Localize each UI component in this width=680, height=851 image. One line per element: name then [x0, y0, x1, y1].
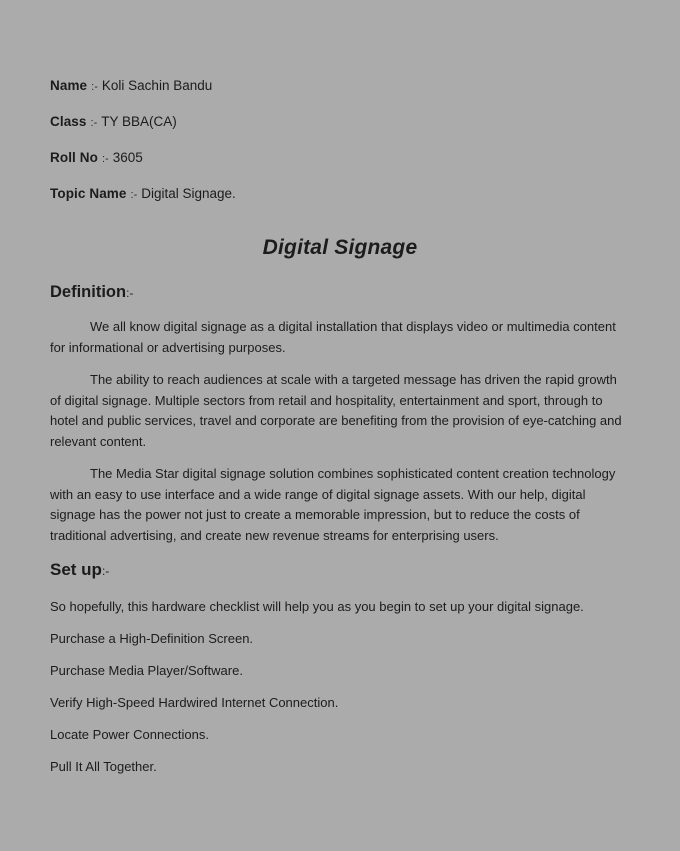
- setup-intro-line: So hopefully, this hardware checklist will help you as you begin to set up your digital signage.: [50, 599, 584, 614]
- field-value: 3605: [112, 150, 143, 165]
- heading-text: Definition: [50, 283, 127, 301]
- setup-checklist-item: Purchase a High-Definition Screen.: [50, 631, 254, 646]
- field-separator: :-: [90, 117, 98, 129]
- header-field-name: [50, 78, 630, 95]
- definition-paragraph: The ability to reach audiences at scale with a targeted message has driven the rapid growth of digital signage. Multiple sectors from retail and hospitality, entertainment and sport, through to hotel and public services, travel and corporate are benefiting from the provision of eye-catching and relevant content.: [50, 372, 622, 449]
- student-info-block: [50, 78, 630, 203]
- definition-paragraph: We all know digital signage as a digital installation that displays video or multimedia content for informational or advertising purposes.: [50, 319, 616, 355]
- field-separator: :-: [130, 189, 138, 201]
- definition-section-heading: [50, 281, 630, 304]
- header-field-topic-name: [50, 186, 630, 203]
- setup-section-heading: [50, 558, 630, 583]
- heading-suffix: :-: [101, 564, 110, 578]
- setup-checklist-item: Purchase Media Player/Software.: [50, 663, 243, 678]
- heading-suffix: :-: [126, 286, 134, 300]
- field-label: Class: [50, 114, 87, 129]
- definition-paragraph: The Media Star digital signage solution combines sophisticated content creation technology with an easy to use interface and a wide range of digital signage assets. With our help, digital signage has the power not just to create a memorable impression, but to reduce the costs of traditional advertising, and create new revenue streams for enterprising users.: [50, 466, 616, 543]
- header-field-class: [50, 114, 630, 131]
- field-separator: :-: [101, 153, 109, 165]
- field-label: Roll No: [50, 150, 98, 165]
- header-field-roll-no: [50, 150, 630, 167]
- document-title: Digital Signage: [262, 236, 418, 259]
- field-value: Koli Sachin Bandu: [101, 78, 213, 93]
- setup-checklist-item: Verify High-Speed Hardwired Internet Connection.: [50, 695, 339, 710]
- field-label: Topic Name: [50, 186, 127, 201]
- field-value: TY BBA(CA): [101, 114, 177, 129]
- field-separator: :-: [91, 81, 98, 93]
- heading-text: Set up: [50, 560, 102, 579]
- field-label: Name: [50, 78, 88, 93]
- setup-checklist-item: Pull It All Together.: [50, 759, 157, 774]
- field-value: Digital Signage.: [141, 186, 236, 201]
- setup-checklist-item: Locate Power Connections.: [50, 727, 209, 742]
